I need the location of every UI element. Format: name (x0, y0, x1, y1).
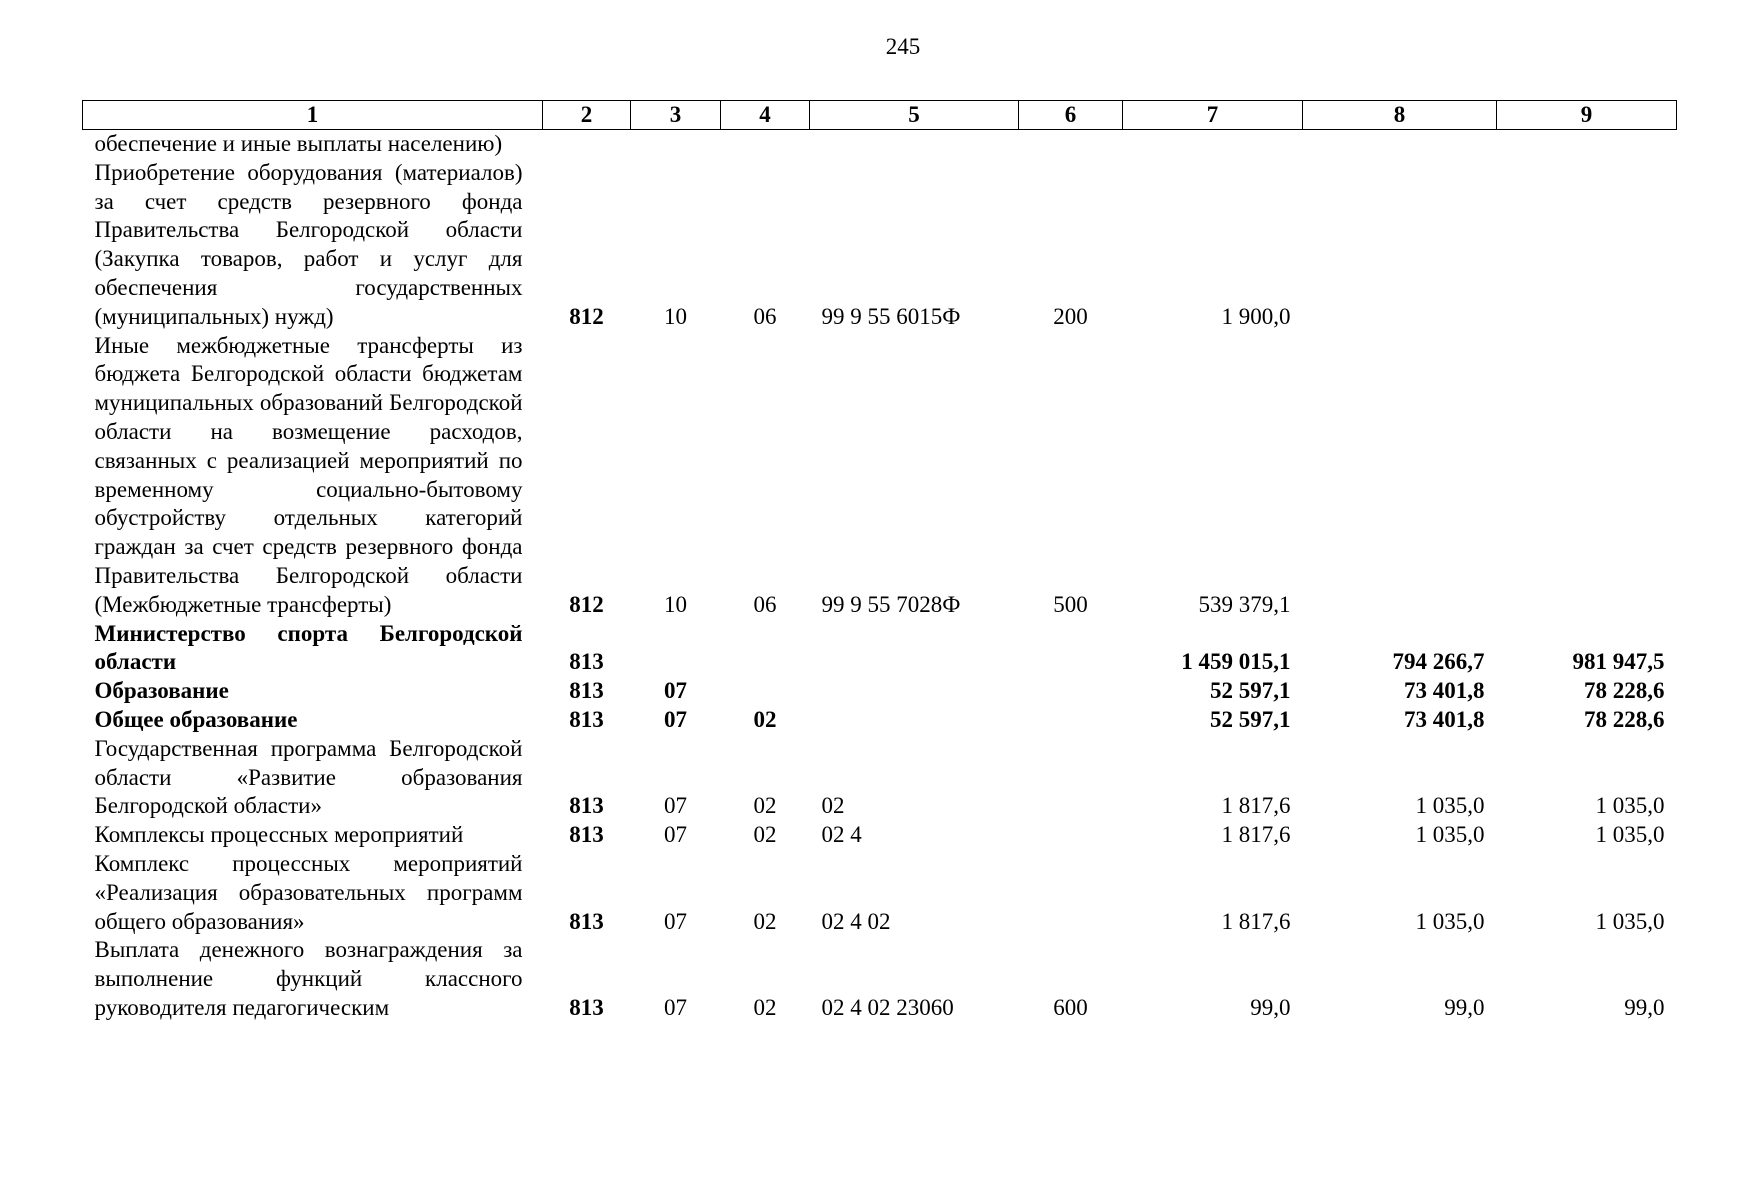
expense-type-code: 200 (1053, 303, 1088, 329)
row-description: Министерство спорта Белгородской области (94, 620, 523, 675)
amount-col7: 52 597,1 (1210, 678, 1291, 704)
section-code: 07 (664, 706, 687, 732)
target-article-code: 02 4 02 (821, 908, 891, 934)
amount-col8: 1 035,0 (1415, 822, 1485, 848)
expense-type-code: 600 (1053, 994, 1088, 1020)
admin-code: 813 (569, 908, 604, 934)
row-description: Приобретение оборудования (материалов) за счет средств резервного фонда Правительства Белгородской области (Закупка товаров, работ и услуг для обеспечения государственных (муниципальных) нужд) (94, 159, 523, 329)
row-description: обеспечение и иные выплаты населению) (94, 131, 503, 156)
amount-col9 (1497, 332, 1677, 620)
subsection-code (721, 620, 810, 678)
expense-type-code (1019, 677, 1123, 706)
amount-col9: 1 035,0 (1595, 822, 1665, 848)
subsection-code: 02 (753, 994, 777, 1020)
expense-type-code (1019, 821, 1123, 850)
row-description: Иные межбюджетные трансферты из бюджета Белгородской области бюджетам муниципальных образований Белгородской области на возмещение расходов, связанных с реализацией мероприятий по временному социально-бытовому обустройству отдельных категорий граждан за счет средств резервного фонда Правительства Белгородской области (Межбюджетные трансферты) (94, 332, 523, 617)
expense-type-code (1019, 130, 1123, 159)
amount-col7: 1 459 015,1 (1181, 649, 1291, 675)
expense-type-code (1019, 735, 1123, 821)
table-row (83, 130, 1677, 159)
amount-col8: 73 401,8 (1404, 706, 1485, 732)
table-body (83, 130, 1677, 1023)
admin-code (543, 130, 631, 159)
target-article-code: 99 9 55 6015Ф (821, 303, 961, 329)
section-code: 10 (664, 591, 687, 617)
amount-col7: 1 817,6 (1221, 908, 1291, 934)
subsection-code: 02 (753, 706, 777, 732)
row-description: Образование (94, 678, 229, 704)
amount-col9: 1 035,0 (1595, 908, 1665, 934)
expense-type-code (1019, 850, 1123, 936)
section-code: 07 (664, 822, 687, 848)
row-description: Комплексы процессных мероприятий (94, 822, 464, 848)
target-article-code (810, 130, 1019, 159)
target-article-code: 02 4 (821, 822, 862, 848)
table-row (83, 332, 1677, 620)
subsection-code (721, 677, 810, 706)
admin-code: 813 (569, 793, 604, 819)
column-header: 7 (1123, 101, 1303, 130)
column-header: 6 (1019, 101, 1123, 130)
amount-col7: 99,0 (1250, 994, 1291, 1020)
row-description: Выплата денежного вознаграждения за выполнение функций классного руководителя педагогическим (94, 937, 523, 1020)
amount-col9: 1 035,0 (1595, 793, 1665, 819)
section-code: 07 (664, 793, 687, 819)
admin-code: 813 (569, 649, 604, 675)
column-header: 9 (1497, 101, 1677, 130)
subsection-code (721, 130, 810, 159)
amount-col7: 1 817,6 (1221, 793, 1291, 819)
admin-code: 812 (569, 303, 604, 329)
section-code (631, 130, 721, 159)
column-header: 1 (83, 101, 543, 130)
section-code: 07 (664, 678, 687, 704)
row-description: Государственная программа Белгородской области «Развитие образования Белгородской области» (94, 735, 523, 819)
amount-col8 (1303, 159, 1497, 332)
amount-col8 (1303, 130, 1497, 159)
table-row (83, 936, 1677, 1022)
section-code: 07 (664, 908, 687, 934)
subsection-code: 02 (753, 793, 777, 819)
subsection-code: 06 (753, 591, 777, 617)
amount-col8: 1 035,0 (1415, 793, 1485, 819)
expense-type-code: 500 (1053, 591, 1088, 617)
column-header: 2 (543, 101, 631, 130)
amount-col9: 981 947,5 (1572, 649, 1665, 675)
admin-code: 813 (569, 678, 604, 704)
target-article-code (810, 620, 1019, 678)
subsection-code: 02 (753, 822, 777, 848)
amount-col7: 1 900,0 (1221, 303, 1291, 329)
amount-col8: 99,0 (1444, 994, 1485, 1020)
admin-code: 813 (569, 706, 604, 732)
amount-col9: 78 228,6 (1584, 678, 1665, 704)
table-row (83, 850, 1677, 936)
table-row (83, 821, 1677, 850)
column-header: 3 (631, 101, 721, 130)
amount-col7 (1123, 130, 1303, 159)
amount-col9: 99,0 (1624, 994, 1665, 1020)
amount-col9 (1497, 159, 1677, 332)
amount-col9: 78 228,6 (1584, 706, 1665, 732)
column-header: 4 (721, 101, 810, 130)
section-code: 10 (664, 303, 687, 329)
expense-type-code (1019, 620, 1123, 678)
section-code: 07 (664, 994, 687, 1020)
amount-col8 (1303, 332, 1497, 620)
budget-table (82, 100, 1677, 1023)
amount-col8: 1 035,0 (1415, 908, 1485, 934)
table-row (83, 620, 1677, 678)
table-row (83, 677, 1677, 706)
column-header: 8 (1303, 101, 1497, 130)
amount-col8: 73 401,8 (1404, 678, 1485, 704)
amount-col9 (1497, 130, 1677, 159)
header-row (83, 101, 1677, 130)
target-article-code: 99 9 55 7028Ф (821, 591, 961, 617)
amount-col7: 52 597,1 (1210, 706, 1291, 732)
amount-col7: 1 817,6 (1221, 822, 1291, 848)
column-header: 5 (810, 101, 1019, 130)
target-article-code (810, 706, 1019, 735)
section-code (631, 620, 721, 678)
target-article-code (810, 677, 1019, 706)
row-description: Комплекс процессных мероприятий «Реализация образовательных программ общего образования» (94, 850, 523, 934)
subsection-code: 06 (753, 303, 777, 329)
amount-col8: 794 266,7 (1392, 649, 1485, 675)
row-description: Общее образование (94, 706, 298, 732)
table-row (83, 706, 1677, 735)
admin-code: 812 (569, 591, 604, 617)
table-row (83, 735, 1677, 821)
target-article-code: 02 4 02 23060 (821, 994, 954, 1020)
expense-type-code (1019, 706, 1123, 735)
target-article-code: 02 (821, 793, 845, 819)
table-header (83, 101, 1677, 130)
admin-code: 813 (569, 994, 604, 1020)
page-number: 245 (885, 34, 921, 59)
subsection-code: 02 (753, 908, 777, 934)
table-row (83, 159, 1677, 332)
admin-code: 813 (569, 822, 604, 848)
amount-col7: 539 379,1 (1198, 591, 1291, 617)
